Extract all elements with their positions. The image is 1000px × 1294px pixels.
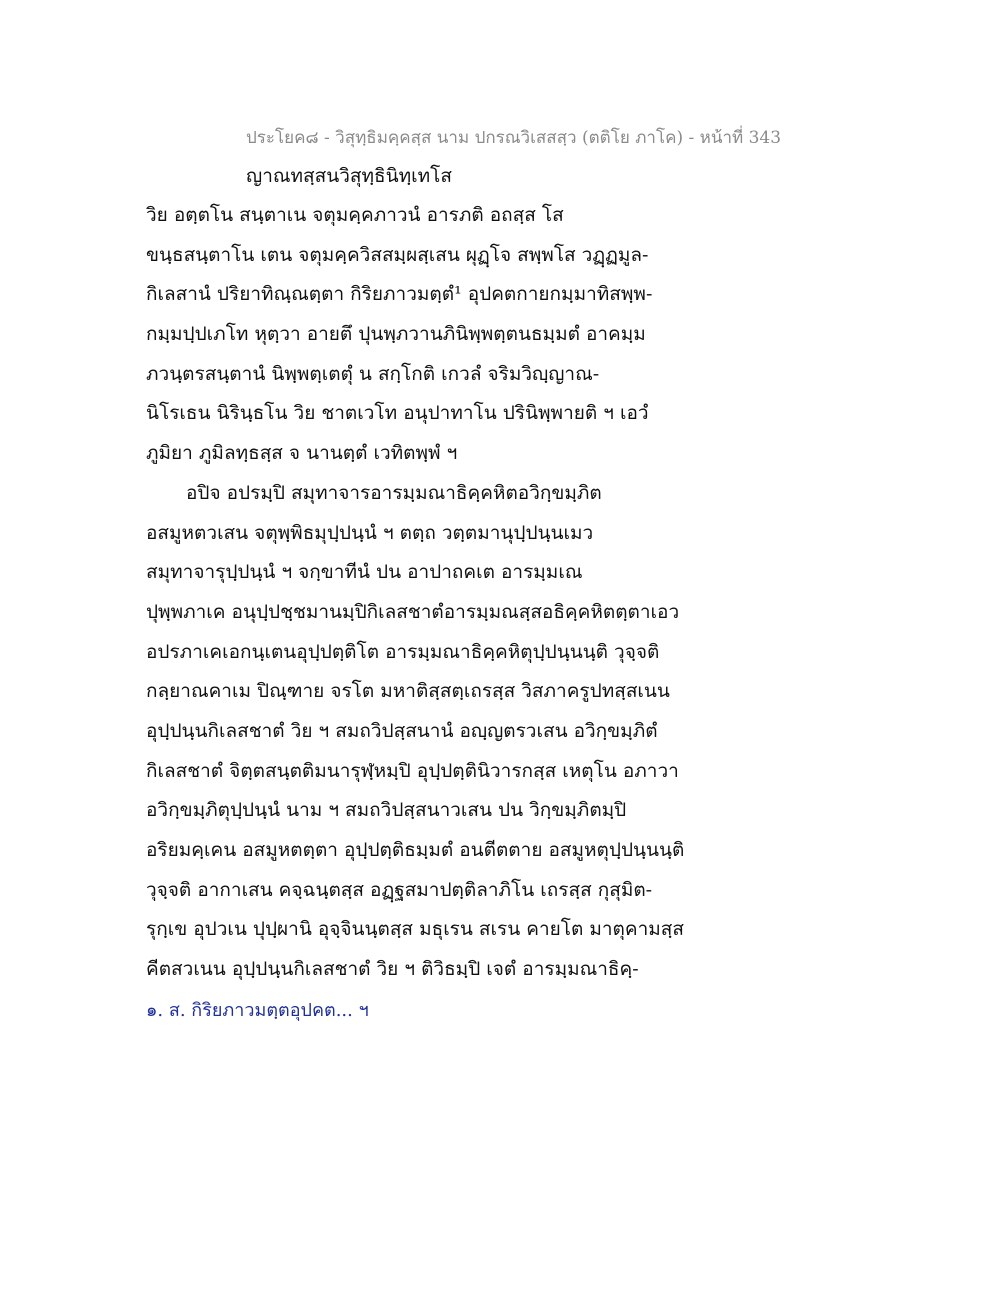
- text-line: ภวนฺตรสนฺตานํ นิพฺพตฺเตตุํ น สกฺโกติ เกวลํ จริมวิญฺญาณ-: [146, 362, 600, 385]
- text-line: วุจฺจติ อากาเสน คจฺฉนฺตสฺส อฏฺฐสมาปตฺติลาภิโน เถรสฺส กุสุมิต-: [146, 878, 653, 901]
- text-line: อริยมคฺเคน อสมูหตตฺตา อุปฺปตฺติธมฺมตํ อนตีตตาย อสมูหตุปฺปนฺนนฺติ: [146, 839, 685, 861]
- text-line: กิเลสานํ ปริยาทิณฺณตฺตา กิริยภาวมตฺตํ¹ อุปคตกายกมฺมาทิสพฺพ-: [146, 283, 653, 306]
- text-line: อวิกฺขมฺภิตุปฺปนฺนํ นาม ฯ สมถวิปสฺสนาวเสน ปน วิกฺขมฺภิตมฺปิ: [146, 799, 627, 822]
- text-line: อปรภาเคเอกนฺเตนอุปฺปตฺติโต อารมฺมณาธิคฺคหิตุปฺปนฺนนฺติ วุจฺจติ: [146, 640, 660, 663]
- text-line: สมุทาจารุปฺปนฺนํ ฯ จกฺขาทีนํ ปน อาปาถคเต อารมฺมเณ: [146, 561, 583, 584]
- body-text: [146, 198, 866, 992]
- paragraph-start-line: อปิจ อปรมฺปิ สมุทาจารอารมฺมณาธิคฺคหิตอวิกฺขมฺภิต: [186, 481, 602, 504]
- text-line: นิโรเธน นิรินฺธโน วิย ชาตเวโท อนุปาทาโน ปรินิพฺพายติ ฯ เอวํ: [146, 402, 649, 425]
- text-line: คีตสวเนน อุปฺปนฺนกิเลสชาตํ วิย ฯ ติวิธมฺปิ เจตํ อารมฺมณาธิคฺ-: [146, 958, 639, 981]
- footnote: ๑. ส. กิริยภาวมตฺตอุปคต... ฯ: [146, 1000, 369, 1021]
- page-header: ประโยค๘ - วิสุทฺธิมคฺคสฺส นาม ปกรณวิเสสสฺว (ตติโย ภาโค) - หน้าที่ 343: [246, 128, 782, 148]
- text-line: วิย อตฺตโน สนฺตาเน จตุมคฺคภาวนํ อารภติ อถสฺส โส: [146, 204, 564, 226]
- text-line: ภูมิยา ภูมิลทฺธสฺส จ นานตฺตํ เวทิตพฺพํ ฯ: [146, 442, 458, 465]
- section-title: ญาณทสฺสนวิสุทฺธินิทฺเทโส: [246, 165, 452, 187]
- text-line: กิเลสชาตํ จิตฺตสนฺตติมนารุฬฺหมฺปิ อุปฺปตฺตินิวารกสฺส เหตุโน อภาวา: [146, 759, 679, 782]
- text-line: กมฺมปฺปเภโท หุตฺวา อายตึ ปุนพฺภวานภินิพฺพตฺตนธมฺมตํ อาคมฺม: [146, 323, 646, 346]
- text-line: กลฺยาณคาเม ปิณฺฑาย จรโต มหาติสฺสตฺเถรสฺส วิสภาครูปทสฺสเนน: [146, 680, 670, 703]
- text-line: ขนฺธสนฺตาโน เตน จตุมคฺควิสสมฺผสฺเสน ผุฏฺโจ สพฺพโส วฏฺฏมูล-: [146, 243, 649, 266]
- text-line: รุกฺเข อุปวเน ปุปฺผานิ อุจฺจินนฺตสฺส มธุเรน สเรน คายโต มาตุคามสฺส: [146, 918, 684, 941]
- text-line: ปุพฺพภาเค อนุปฺปชฺชมานมฺปิกิเลสชาตํอารมฺมณสฺสอธิคฺคหิตตฺตาเอว: [146, 600, 680, 623]
- text-line: อสมูหตวเสน จตุพฺพิธมุปฺปนฺนํ ฯ ตตฺถ วตฺตมานุปฺปนฺนเมว: [146, 521, 594, 544]
- text-line: อุปฺปนฺนกิเลสชาตํ วิย ฯ สมถวิปสฺสนานํ อญฺญตรวเสน อวิกฺขมฺภิตํ: [146, 719, 658, 742]
